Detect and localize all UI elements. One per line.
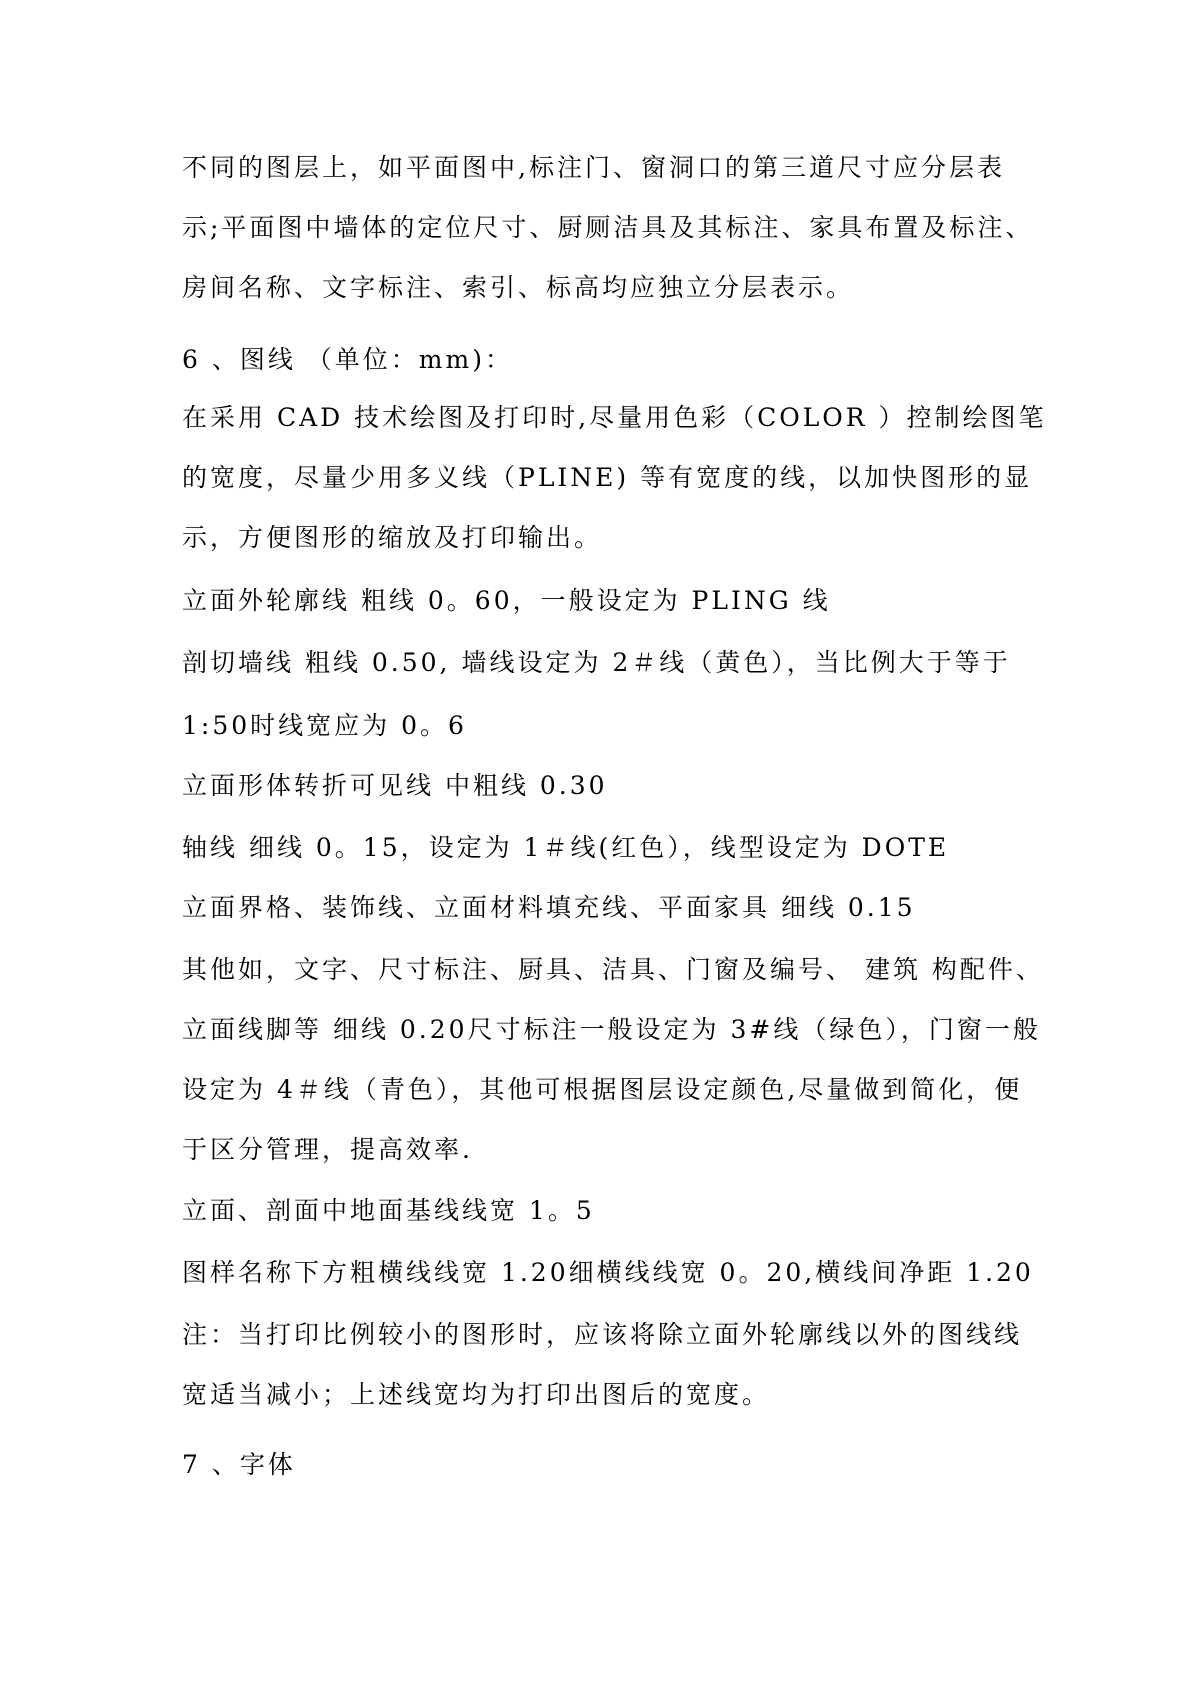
text-line: 示;平面图中墙体的定位尺寸、厨厕洁具及其标注、家具布置及标注、: [182, 213, 1034, 242]
text-line: 设定为 4＃线（青色），其他可根据图层设定颜色,尽量做到简化，便: [182, 1075, 1023, 1104]
text-line: 立面界格、装饰线、立面材料填充线、平面家具 细线 0.15: [182, 893, 916, 922]
text-line: 其他如，文字、尺寸标注、厨具、洁具、门窗及编号、 建筑 构配件、: [182, 955, 1044, 984]
text-line: 轴线 细线 0。15，设定为 1＃线(红色），线型设定为 DOTE: [182, 833, 950, 862]
text-line: 注：当打印比例较小的图形时，应该将除立面外轮廓线以外的图线线: [182, 1320, 1023, 1349]
text-line: 于区分管理，提高效率.: [182, 1135, 473, 1164]
text-line: 不同的图层上，如平面图中,标注门、窗洞口的第三道尺寸应分层表: [182, 153, 1005, 182]
text-line: 立面形体转折可见线 中粗线 0.30: [182, 771, 608, 800]
section-heading-6: 6 、图线 （单位：mm)：: [182, 345, 513, 374]
text-line: 图样名称下方粗横线线宽 1.20细横线线宽 0。20,横线间净距 1.20: [182, 1258, 1034, 1287]
text-line: 立面、剖面中地面基线线宽 1。5: [182, 1196, 595, 1225]
text-line: 剖切墙线 粗线 0.50, 墙线设定为 2＃线（黄色），当比例大于等于: [182, 648, 1011, 677]
text-line: 1:50时线宽应为 0。6: [182, 711, 467, 740]
text-line: 立面外轮廓线 粗线 0。60，一般设定为 PLING 线: [182, 586, 831, 615]
text-line: 的宽度，尽量少用多义线（PLINE) 等有宽度的线，以加快图形的显: [182, 463, 1033, 492]
text-line: 在采用 CAD 技术绘图及打印时,尽量用色彩（COLOR ）控制绘图笔: [182, 403, 1047, 432]
text-line: 房间名称、文字标注、索引、标高均应独立分层表示。: [182, 273, 855, 302]
text-line: 示，方便图形的缩放及打印输出。: [182, 523, 603, 552]
text-line: 立面线脚等 细线 0.20尺寸标注一般设定为 3#线（绿色），门窗一般: [182, 1015, 1041, 1044]
text-line: 宽适当减小；上述线宽均为打印出图后的宽度。: [182, 1380, 771, 1409]
section-heading-7: 7 、字体: [182, 1450, 296, 1479]
